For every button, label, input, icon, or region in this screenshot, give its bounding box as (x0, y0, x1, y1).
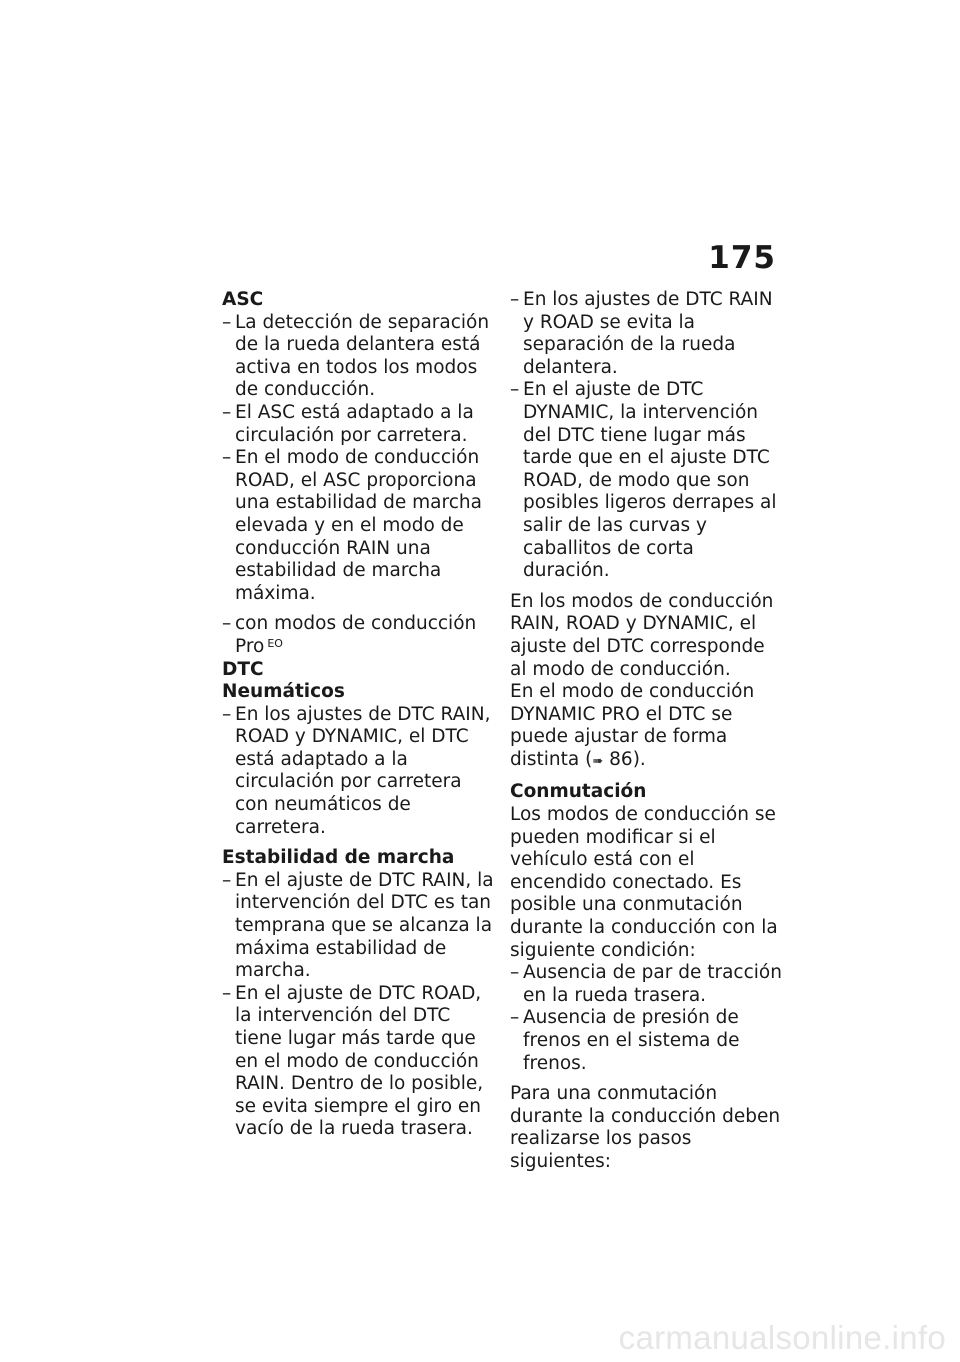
conmutacion-list-item: – Ausencia de par de tracción en la rueda trasera. (510, 962, 782, 1007)
dtc-heading: DTC (222, 658, 264, 680)
estabilidad-list-item: – En el ajuste de DTC ROAD, la intervención del DTC tiene lugar más tarde que en el modo de conducción RAIN. Dentro de lo posible, se evita siempre el giro en vacío de la rueda trasera. (222, 983, 494, 1141)
asc-pro-item: – con modos de conducción Pro $^{EO}$ (222, 613, 494, 658)
right-column (510, 289, 782, 1174)
watermark: carmanualsonline.info (618, 1319, 946, 1356)
neumaticos-list-item: – En los ajustes de DTC RAIN, ROAD y DYNAMIC, el DTC está adaptado a la circulación por carretera con neumáticos de carretera. (222, 704, 494, 840)
asc-list (222, 312, 494, 606)
asc-list-item: – En el modo de conducción ROAD, el ASC proporciona una estabilidad de marcha elevada y en el modo de conducción RAIN una estabilidad de marcha máxima. (222, 447, 494, 605)
conmutacion-list-item: – Ausencia de presión de frenos en el sistema de frenos. (510, 1007, 782, 1075)
dtc-mode-paragraph: En los modos de conducción RAIN, ROAD y DYNAMIC, el ajuste del DTC corresponde al modo de conducción. (510, 590, 774, 680)
estabilidad-list-item: – En el ajuste de DTC RAIN, la intervención del DTC es tan temprana que se alcanza la máxima estabilidad de marcha. (222, 870, 494, 983)
neumaticos-heading: Neumáticos (222, 681, 345, 703)
dtc-settings-list (510, 289, 782, 583)
asc-heading: ASC (222, 289, 264, 310)
dtc-settings-item: – En los ajustes de DTC RAIN y ROAD se evita la separación de la rueda delantera. (510, 289, 782, 379)
left-column (222, 289, 494, 1141)
asc-list-item: – La detección de separación de la rueda delantera está activa en todos los modos de conducción. (222, 312, 494, 402)
estabilidad-list (222, 870, 494, 1141)
neumaticos-list (222, 704, 494, 840)
asc-list-item: – El ASC está adaptado a la circulación por carretera. (222, 402, 494, 447)
dtc-settings-item: – En el ajuste de DTC DYNAMIC, la intervención del DTC tiene lugar más tarde que en el ajuste DTC ROAD, de modo que son posibles ligeros derrapes al salir de las curvas y caballitos de corta duración. (510, 379, 782, 582)
page-reference-link[interactable]: 86 (609, 748, 633, 770)
asc-pro-list (222, 613, 494, 658)
conmutacion-heading: Conmutación (510, 781, 647, 803)
conmutacion-list (510, 962, 782, 1075)
arrow-right-icon: ➠ (592, 753, 604, 769)
conmutacion-final-paragraph: Para una conmutación durante la conducción deben realizarse los pasos siguientes: (510, 1083, 781, 1172)
dynamic-pro-paragraph: En el modo de conducción DYNAMIC PRO el DTC se puede ajustar de forma distinta (➠ 86). (510, 681, 755, 770)
conmutacion-paragraph: Los modos de conducción se pueden modificar si el vehículo está con el encendido conectado. Es posible una conmutación durante la conducción con la siguiente condición: (510, 804, 778, 961)
pro-superscript: EO (267, 636, 283, 650)
page-number: 175 (708, 240, 776, 276)
estabilidad-heading: Estabilidad de marcha (222, 847, 455, 869)
